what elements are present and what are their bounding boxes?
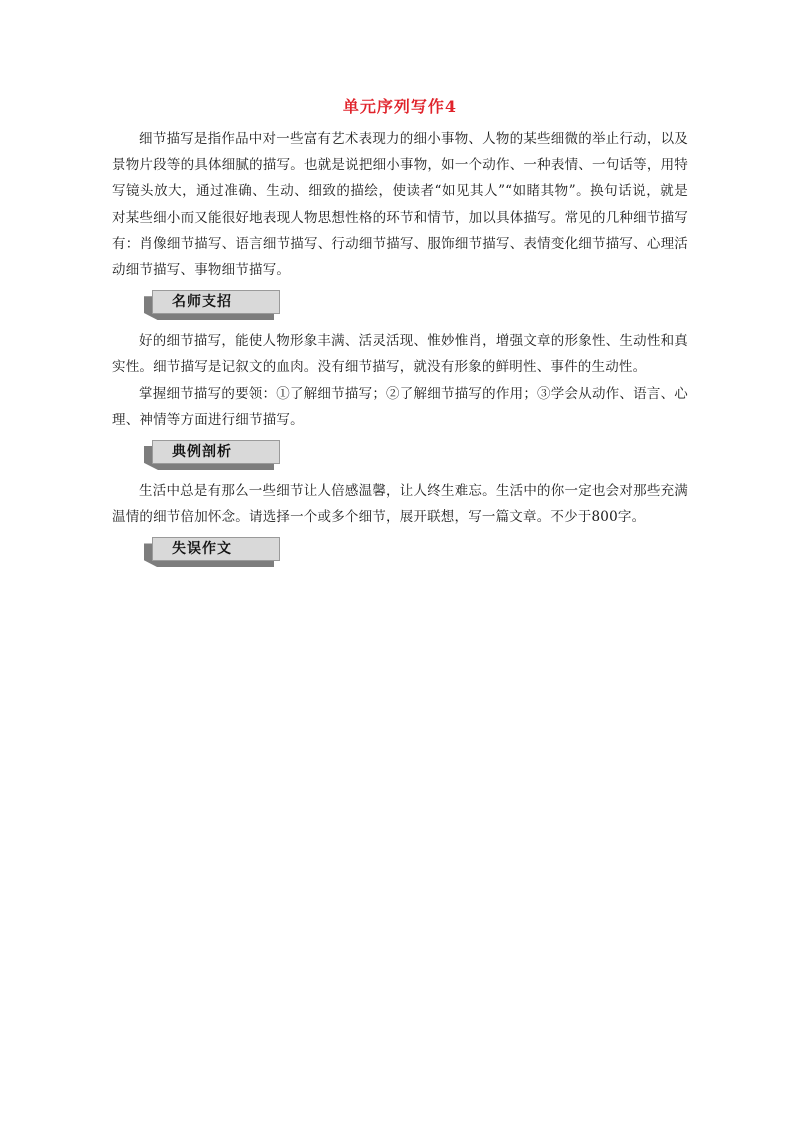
section-heading-mistake xyxy=(148,537,286,565)
example-paragraph: 生活中总是有那么一些细节让人倍感温馨，让人终生难忘。生活中的你一定也会对那些充满温情的细节倍加怀念。请选择一个或多个细节，展开联想，写一篇文章。不少于800字。 xyxy=(112,483,688,526)
document-page xyxy=(112,96,688,575)
section-heading-example xyxy=(148,440,286,468)
heading-label: 名师支招 xyxy=(172,294,232,311)
tips-paragraph-2: 掌握细节描写的要领：①了解细节描写；②了解细节描写的作用；③学会从动作、语言、心理、神情等方面进行细节描写。 xyxy=(112,385,688,428)
section-heading-tips xyxy=(148,290,286,318)
intro-paragraph: 细节描写是指作品中对一些富有艺术表现力的细小事物、人物的某些细微的举止行动，以及景物片段等的具体细腻的描写。也就是说把细小事物，如一个动作、一种表情、一句话等，用特写镜头放大，通过准确、生动、细致的描绘，使读者“如见其人”“如睹其物”。换句话说，就是对某些细小而又能很好地表现人物思想性格的环节和情节，加以具体描写。常见的几种细节描写有：肖像细节描写、语言细节描写、行动细节描写、服饰细节描写、表情变化细节描写、心理活动细节描写、事物细节描写。 xyxy=(112,131,688,279)
document-title: 单元序列写作4 xyxy=(342,97,458,116)
heading-label: 失误作文 xyxy=(172,541,232,558)
heading-label: 典例剖析 xyxy=(172,444,232,461)
tips-paragraph-1: 好的细节描写，能使人物形象丰满、活灵活现、惟妙惟肖，增强文章的形象性、生动性和真实性。细节描写是记叙文的血肉。没有细节描写，就没有形象的鲜明性、事件的生动性。 xyxy=(112,333,688,376)
